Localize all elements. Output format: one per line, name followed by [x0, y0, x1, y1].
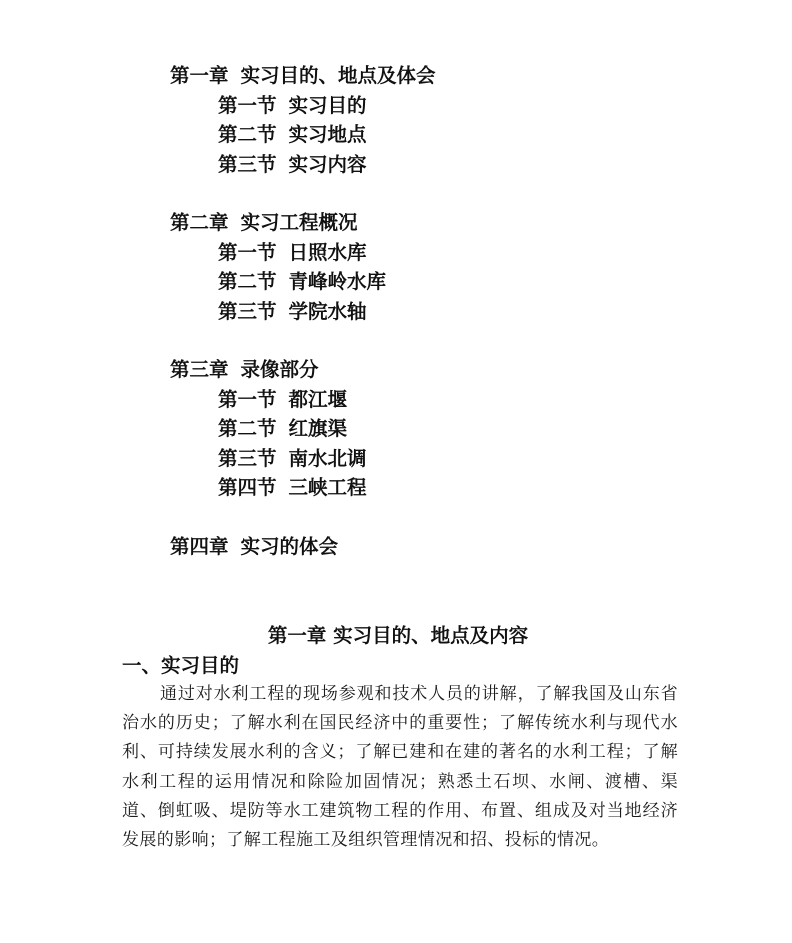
toc-section-label: 第一节 [218, 93, 277, 117]
toc-chapter-label: 第三章 [170, 358, 229, 381]
toc-chapter-entry[interactable] [0, 61, 792, 91]
toc-section-title: 实习目的 [288, 93, 367, 117]
toc-section-label: 第三节 [218, 446, 277, 470]
toc-section-label: 第一节 [218, 240, 277, 264]
toc-chapter-label: 第四章 [170, 534, 229, 558]
toc-chapter-entry[interactable] [0, 532, 792, 562]
toc-chapter-2 [0, 208, 792, 326]
toc-section-label: 第二节 [218, 270, 277, 293]
toc-section-label: 第二节 [218, 417, 277, 440]
toc-section-entry[interactable] [0, 267, 792, 297]
toc-section-title: 三峡工程 [288, 476, 367, 499]
toc-section-entry[interactable] [0, 444, 792, 474]
toc-chapter-entry[interactable] [0, 355, 792, 385]
toc-section-title: 日照水库 [288, 240, 367, 264]
toc-section-label: 第三节 [218, 299, 277, 323]
table-of-contents [0, 61, 792, 590]
toc-section-label: 第二节 [218, 123, 277, 146]
toc-section-label: 第三节 [218, 152, 277, 176]
toc-chapter-title: 实习工程概况 [240, 211, 358, 234]
toc-section-entry[interactable] [0, 473, 792, 503]
toc-section-entry[interactable] [0, 91, 792, 121]
toc-section-title: 青峰岭水库 [288, 270, 387, 293]
toc-chapter-title: 录像部分 [240, 358, 319, 381]
toc-chapter-label: 第一章 [170, 64, 229, 87]
toc-chapter-label: 第二章 [170, 211, 229, 234]
chapter-heading: 第一章 实习目的、地点及内容 [267, 624, 529, 647]
toc-chapter-entry[interactable] [0, 208, 792, 238]
toc-section-title: 学院水轴 [288, 299, 367, 323]
toc-section-title: 红旗渠 [288, 417, 348, 440]
toc-section-entry[interactable] [0, 385, 792, 415]
toc-section-title: 实习地点 [288, 123, 367, 146]
toc-chapter-title: 实习目的、地点及体会 [240, 64, 436, 87]
toc-section-title: 南水北调 [288, 446, 367, 470]
toc-chapter-3 [0, 355, 792, 503]
toc-section-entry[interactable] [0, 150, 792, 180]
toc-section-entry[interactable] [0, 414, 792, 444]
toc-section-label: 第一节 [218, 387, 277, 411]
body-paragraph: 通过对水利工程的现场参观和技术人员的讲解，了解我国及山东省治水的历史；了解水利在国民经济中的重要性；了解传统水利与现代水利、可持续发展水利的含义；了解已建和在建的著名的水利工程；了解水利工程的运用情况和除险加固情况；熟悉土石坝、水闸、渡槽、渠道、倒虹吸、堤防等水工建筑物工程的作用、布置、组成及对当地经济发展的影响；了解工程施工及组织管理情况和招、投标的情况。 [122, 684, 678, 851]
toc-section-label: 第四节 [218, 476, 277, 499]
toc-chapter-title: 实习的体会 [240, 534, 339, 558]
section-subheading: 一、实习目的 [122, 654, 240, 677]
toc-section-entry[interactable] [0, 297, 792, 327]
toc-chapter-1 [0, 61, 792, 179]
toc-chapter-4 [0, 532, 792, 562]
toc-section-entry[interactable] [0, 120, 792, 150]
toc-section-title: 都江堰 [288, 387, 348, 411]
toc-section-title: 实习内容 [288, 152, 367, 176]
toc-section-entry[interactable] [0, 238, 792, 268]
